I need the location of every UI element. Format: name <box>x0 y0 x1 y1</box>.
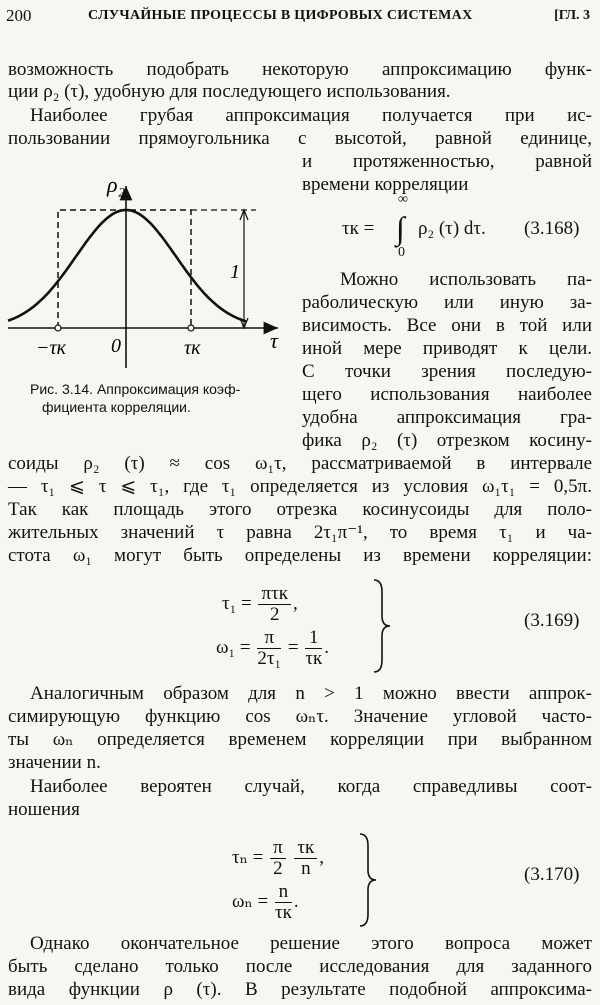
equation-3-168 <box>342 218 374 240</box>
numerator: n <box>275 882 292 903</box>
equation-number: (3.170) <box>524 864 580 885</box>
approximation-rectangle <box>58 210 191 328</box>
integral-lower-limit: 0 <box>398 245 405 260</box>
text-line: стота ω₁ могут быть определены из времени корреляции: <box>8 545 592 566</box>
text-line: времени корреляции <box>302 174 469 195</box>
text-line: жительных значений τ равна 2τ₁π⁻¹, то время τ₁ и ча- <box>8 522 592 543</box>
text-line: соиды ρ₂ (τ) ≈ cos ω₁τ, рассматриваемой в интервале <box>8 453 592 474</box>
integral-sign: ∫ <box>396 210 405 246</box>
text-line: Однако окончательное решение этого вопроса может <box>30 933 592 954</box>
fraction <box>257 628 281 669</box>
eq-lhs: τ₁ = <box>222 592 252 614</box>
text-line: ты ωₙ определяется временем корреляции при выбранном <box>8 729 592 750</box>
y-axis-label: ρ₂ <box>107 172 126 197</box>
text-line: симирующую функцию cos ωₙτ. Значение угловой часто- <box>8 706 592 727</box>
denominator: τк <box>274 902 292 923</box>
text-line: пользовании прямоугольника с высотой, равной единице, <box>8 128 592 149</box>
eq-lhs: ωₙ = <box>232 890 269 912</box>
chapter-label: [ГЛ. 3 <box>554 8 590 23</box>
eq-lhs: τк = <box>342 218 375 239</box>
punct: , <box>292 592 298 614</box>
equation-3-169-line-2 <box>216 628 329 669</box>
brace-3-169 <box>370 578 394 674</box>
running-title: СЛУЧАЙНЫЕ ПРОЦЕССЫ В ЦИФРОВЫХ СИСТЕМАХ <box>88 8 473 23</box>
text-line: и протяженностью, равной <box>302 151 592 172</box>
numerator: 1 <box>305 628 322 649</box>
denominator: τк <box>305 648 323 669</box>
text-line: удобна аппроксимация гра- <box>302 407 592 428</box>
text-line: Аналогичным образом для n > 1 можно ввести аппрок- <box>30 683 592 704</box>
text-line: возможность подобрать некоторую аппроксимацию функ- <box>8 59 592 80</box>
denominator: 2τ₁ <box>257 648 282 669</box>
equation-3-170-line-2 <box>232 882 299 923</box>
tick-pos <box>188 325 194 331</box>
text-line: раболическую или иную за- <box>302 292 592 313</box>
denominator: 2 <box>269 604 280 625</box>
x-axis-label: τ <box>270 328 278 353</box>
equals: = <box>287 636 299 658</box>
punct: . <box>324 636 329 658</box>
integral-upper-limit: ∞ <box>398 192 408 207</box>
fraction <box>294 838 317 879</box>
denominator: n <box>301 858 311 879</box>
page-number: 200 <box>6 6 32 25</box>
figure-caption-line: Рис. 3.14. Аппроксимация коэф- <box>30 381 241 397</box>
fraction <box>258 584 290 625</box>
equation-number: (3.168) <box>524 218 580 239</box>
text-line: ции ρ₂ (τ), удобную для последующего использования. <box>8 81 451 102</box>
brace-3-170 <box>356 832 380 928</box>
pos-tau-label: τк <box>184 337 201 359</box>
text-line: Наиболее вероятен случай, когда справедливы соот- <box>30 776 592 797</box>
text-line: ношения <box>8 799 80 820</box>
eq-lhs: τₙ = <box>232 846 264 868</box>
text-line: быть сделано только после исследования для заданного <box>8 956 592 977</box>
text-line: вида функции ρ (τ). В результате подобной аппроксима- <box>8 979 592 1000</box>
numerator: π <box>257 628 281 649</box>
fraction <box>275 882 292 923</box>
text-line: Можно использовать па- <box>340 269 592 290</box>
figure-caption-line: фициента корреляции. <box>42 399 191 415</box>
equation-number: (3.169) <box>524 610 580 631</box>
equation-3-169-line-1 <box>222 584 298 625</box>
text-line: фика ρ₂ (τ) отрезком косину- <box>302 430 592 451</box>
numerator: τк <box>294 838 317 859</box>
text-line: висимость. Все они в той или <box>302 315 592 336</box>
figure-3-14 <box>6 168 296 393</box>
correlation-curve <box>8 210 246 321</box>
text-line: щего использования наиболее <box>302 384 592 405</box>
punct: , <box>319 846 325 868</box>
eq-lhs: ω₁ = <box>216 636 251 658</box>
text-line: Наиболее грубая аппроксимация получается при ис- <box>30 105 592 126</box>
eq-rhs: ρ₂ (τ) dτ. <box>418 218 486 239</box>
numerator: π <box>270 838 286 859</box>
text-line: значении n. <box>8 752 101 773</box>
text-line: — τ₁ ⩽ τ ⩽ τ₁, где τ₁ определяется из условия ω₁τ₁ = 0,5π. <box>8 476 592 497</box>
neg-tau-label: −τк <box>36 337 67 359</box>
origin-label: 0 <box>111 335 121 357</box>
text-line: Так как площадь этого отрезка косинусоиды для поло- <box>8 499 592 520</box>
punct: . <box>293 890 299 912</box>
text-line: С точки зрения последую- <box>302 361 592 382</box>
tick-neg <box>55 325 61 331</box>
fraction <box>305 628 322 669</box>
denominator: 2 <box>273 858 283 879</box>
equation-3-170-line-1 <box>232 838 324 879</box>
page-header <box>4 4 594 30</box>
numerator: πτк <box>258 584 290 605</box>
text-line: иной мере приводят к цели. <box>302 338 592 359</box>
height-label: 1 <box>230 261 240 283</box>
fraction <box>270 838 286 879</box>
